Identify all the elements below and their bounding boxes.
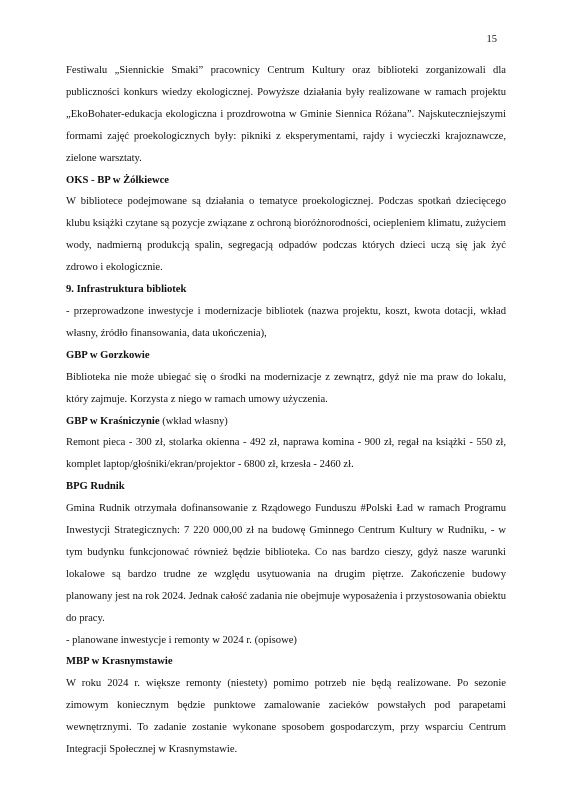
gorzkow-paragraph: Biblioteka nie może ubiegać się o środki na modernizacje z zewnątrz, gdyż nie ma praw do lokalu, który zajmuje. Korzysta z niego w ramach umowy użyczenia. [66, 371, 506, 405]
intro-paragraph: Festiwalu „Siennickie Smaki” pracownicy Centrum Kultury oraz biblioteki zorganizowali dla publiczności konkurs wiedzy ekologicznej. Powyższe działania były realizowane w ramach projektu „EkoBohater-edukacja ekologiczna i prozdrowotna w Gminie Siennica Różana”. Najskuteczniejszymi formami zajęć proekologicznych były: pikniki z eksperymentami, rajdy i wycieczki krajoznawcze, zielone warsztaty. [66, 65, 506, 164]
krasnystaw-paragraph: W roku 2024 r. większe remonty (niestety) pomimo potrzeb nie będą realizowane. Po sezonie zimowym koniecznym będzie punktowe zamalowanie zacieków powstałych pod parapetami wewnętrznymi. To zadanie zostanie wykonane sposobem gospodarczym, przy wsparciu Centrum Integracji Społecznej w Krasnymstawie. [66, 678, 506, 756]
rudnik-heading: BPG Rudnik [66, 481, 125, 493]
krasniczyn-heading-line [66, 411, 506, 433]
rudnik-paragraph: Gmina Rudnik otrzymała dofinansowanie z Rządowego Funduszu #Polski Ład w ramach Programu Inwestycji Strategicznych: 7 220 000,00 zł na budowę Gminnego Centrum Kultury w Rudniku, - w tym budynku funkcjonować również będzie biblioteka. Co nas bardzo cieszy, gdyż nasze warunki lokalowe są bardzo trudne ze względu usytuowania na drugim piętrze. Zakończenie budowy planowany jest na rok 2024. Jednak całość zadania nie obejmuje wyposażenia i przystosowania obiektu do pracy. [66, 503, 506, 624]
krasniczyn-heading-note: (wkład własny) [159, 415, 228, 427]
oks-heading: OKS - BP w Żółkiewce [66, 174, 169, 186]
document-body [66, 60, 506, 761]
gorzkow-heading: GBP w Gorzkowie [66, 349, 150, 361]
krasniczyn-paragraph: Remont pieca - 300 zł, stolarka okienna - 492 zł, naprawa komina - 900 zł, regał na książki - 550 zł, komplet laptop/głośniki/ekran/projektor - 6800 zł, krzesła - 2460 zł. [66, 437, 506, 471]
rudnik-planned-line: - planowane inwestycje i remonty w 2024 r. (opisowe) [66, 634, 297, 646]
section-9-heading: 9. Infrastruktura bibliotek [66, 284, 187, 296]
oks-paragraph: W bibliotece podejmowane są działania o tematyce proekologicznej. Podczas spotkań dziecięcego klubu książki czytane są pozycje związane z ochroną bioróżnorodności, ociepleniem klimatu, zużyciem wody, nadmierną produkcją spalin, segregacją odpadów podczas których dzieci uczą się jak żyć zdrowo i ekologicznie. [66, 196, 506, 274]
krasniczyn-heading: GBP w Kraśniczynie [66, 415, 160, 427]
krasnystaw-heading: MBP w Krasnymstawie [66, 656, 173, 668]
page-number: 15 [486, 34, 497, 45]
section-9-paragraph: - przeprowadzone inwestycje i modernizacje bibliotek (nazwa projektu, koszt, kwota dotacji, wkład własny, źródło finansowania, data ukończenia), [66, 305, 506, 339]
